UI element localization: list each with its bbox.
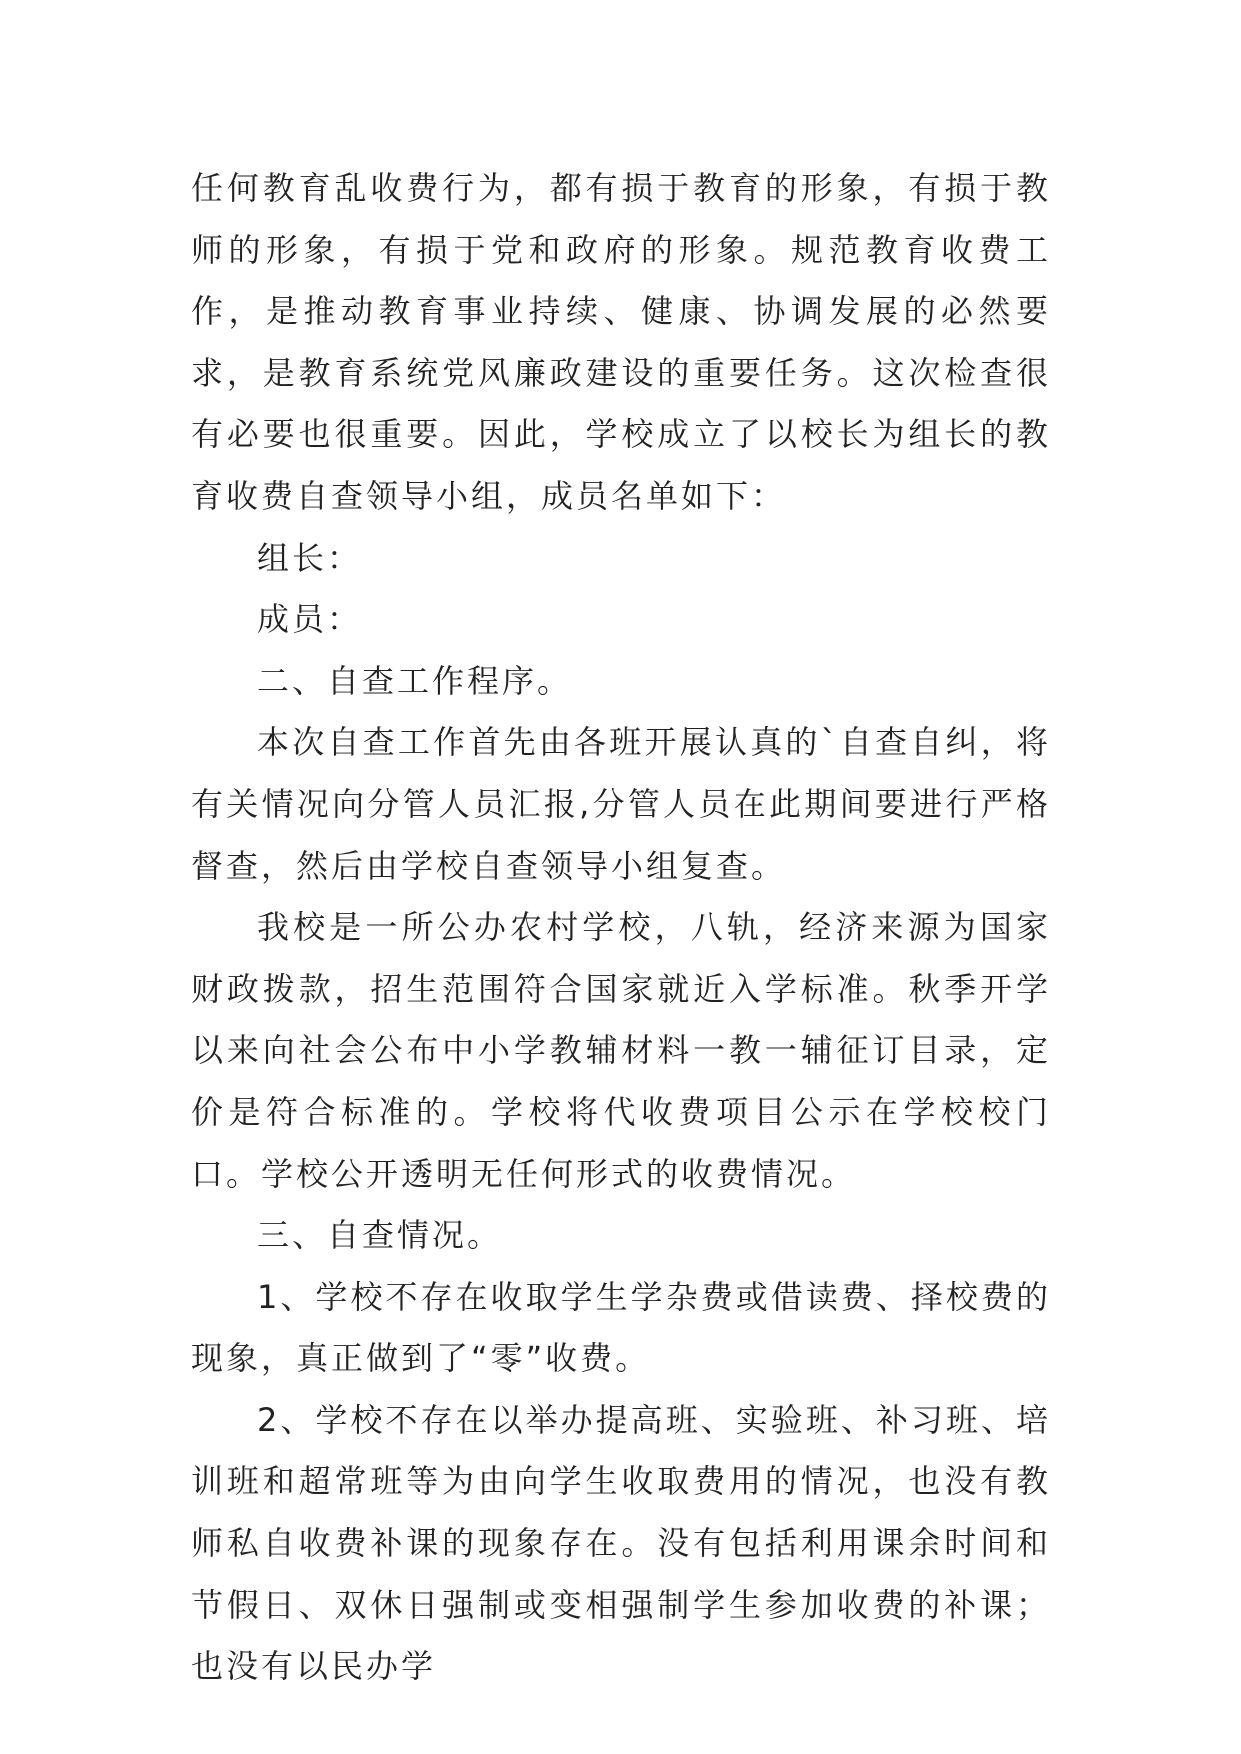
paragraph-members: 成员： [257,600,363,639]
paragraph-intro: 任何教育乱收费行为，都有损于教育的形象，有损于教师的形象，有损于党和政府的形象。规范教育收费工作，是推动教育事业持续、健康、协调发展的必然要求，是教育系统党风廉政建设的重要任务。这次检查很有必要也很重要。因此，学校成立了以校长为组长的教育收费自查领导小组，成员名单如下： [191,169,1051,515]
paragraph-finding-1: 1、学校不存在收取学生学杂费或借读费、择校费的现象，真正做到了“零”收费。 [191,1277,1051,1378]
paragraph-group-leader: 组长： [257,538,363,577]
paragraph-procedure: 本次自查工作首先由各班开展认真的`自查自纠，将有关情况向分管人员汇报,分管人员在此期间要进行严格督查，然后由学校自查领导小组复查。 [191,723,1051,885]
paragraph-finding-2: 2、学校不存在以举办提高班、实验班、补习班、培训班和超常班等为由向学生收取费用的情况，也没有教师私自收费补课的现象存在。没有包括利用课余时间和节假日、双休日强制或变相强制学生参加收费的补课；也没有以民办学 [191,1400,1051,1686]
document-body [191,158,1051,1698]
section-heading-findings: 三、自查情况。 [257,1216,503,1255]
paragraph-school-overview: 我校是一所公办农村学校，八轨，经济来源为国家财政拨款，招生范围符合国家就近入学标准。秋季开学以来向社会公布中小学教辅材料一教一辅征订目录，定价是符合标准的。学校将代收费项目公示在学校校门口。学校公开透明无任何形式的收费情况。 [191,908,1051,1193]
section-heading-procedure: 二、自查工作程序。 [257,661,573,700]
